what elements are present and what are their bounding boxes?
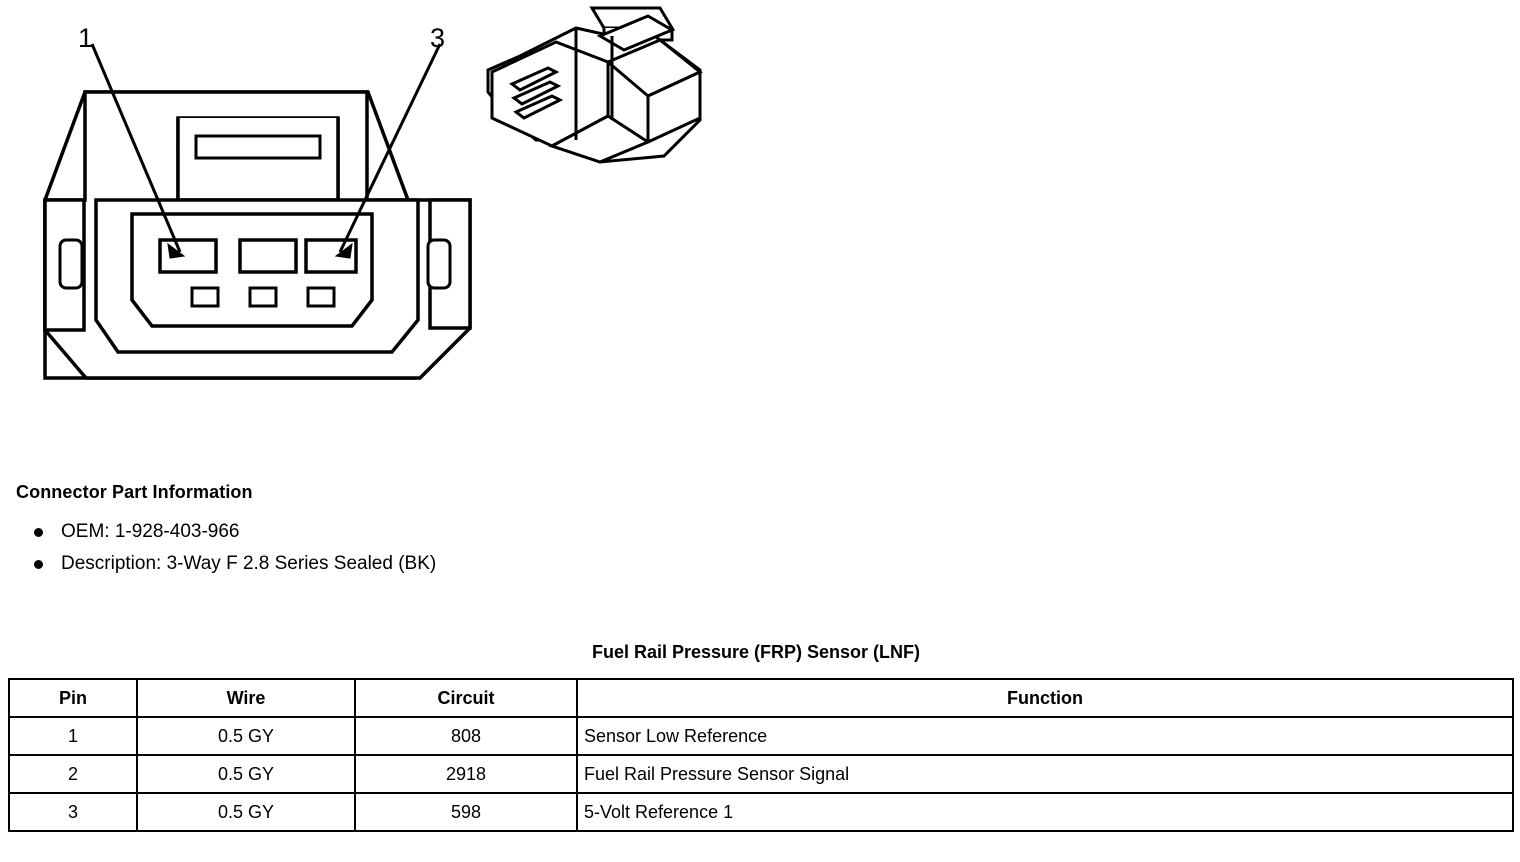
connector-top-slot bbox=[196, 136, 320, 158]
callout-label-1: 1 bbox=[78, 23, 94, 53]
terminal-lock-2 bbox=[250, 288, 276, 306]
table-row bbox=[9, 793, 1513, 831]
cell-pin: 2 bbox=[9, 755, 137, 793]
connector-body-isometric bbox=[488, 8, 700, 162]
cell-wire: 0.5 GY bbox=[137, 717, 355, 755]
cell-wire: 0.5 GY bbox=[137, 755, 355, 793]
cell-pin: 1 bbox=[9, 717, 137, 755]
list-item bbox=[16, 521, 916, 543]
connector-right-ear-slot bbox=[428, 240, 450, 288]
bullet-icon bbox=[34, 528, 43, 537]
cell-wire: 0.5 GY bbox=[137, 793, 355, 831]
cell-function: Sensor Low Reference bbox=[577, 717, 1513, 755]
bullet-icon bbox=[34, 560, 43, 569]
pin-assignment-table bbox=[8, 678, 1514, 832]
connector-left-ear-slot bbox=[60, 240, 82, 288]
table-row bbox=[9, 717, 1513, 755]
cell-circuit: 2918 bbox=[355, 755, 577, 793]
callout-label-3: 3 bbox=[430, 23, 446, 53]
table-header-row bbox=[9, 679, 1513, 717]
pin-table-container bbox=[8, 678, 1512, 832]
column-header-circuit: Circuit bbox=[355, 679, 577, 717]
part-info-description: Description: 3-Way F 2.8 Series Sealed (BK) bbox=[61, 552, 437, 574]
column-header-function: Function bbox=[577, 679, 1513, 717]
cell-function: 5-Volt Reference 1 bbox=[577, 793, 1513, 831]
terminal-lock-3 bbox=[308, 288, 334, 306]
list-item bbox=[16, 553, 916, 575]
table-row bbox=[9, 755, 1513, 793]
cell-circuit: 808 bbox=[355, 717, 577, 755]
terminal-lock-1 bbox=[192, 288, 218, 306]
column-header-wire: Wire bbox=[137, 679, 355, 717]
column-header-pin: Pin bbox=[9, 679, 137, 717]
cell-pin: 3 bbox=[9, 793, 137, 831]
cell-circuit: 598 bbox=[355, 793, 577, 831]
table-title: Fuel Rail Pressure (FRP) Sensor (LNF) bbox=[591, 642, 921, 662]
cell-function: Fuel Rail Pressure Sensor Signal bbox=[577, 755, 1513, 793]
terminal-cavity-2 bbox=[240, 240, 296, 272]
connector-part-information bbox=[16, 482, 916, 585]
part-info-heading: Connector Part Information bbox=[16, 482, 253, 502]
part-info-oem: OEM: 1-928-403-966 bbox=[61, 521, 240, 542]
